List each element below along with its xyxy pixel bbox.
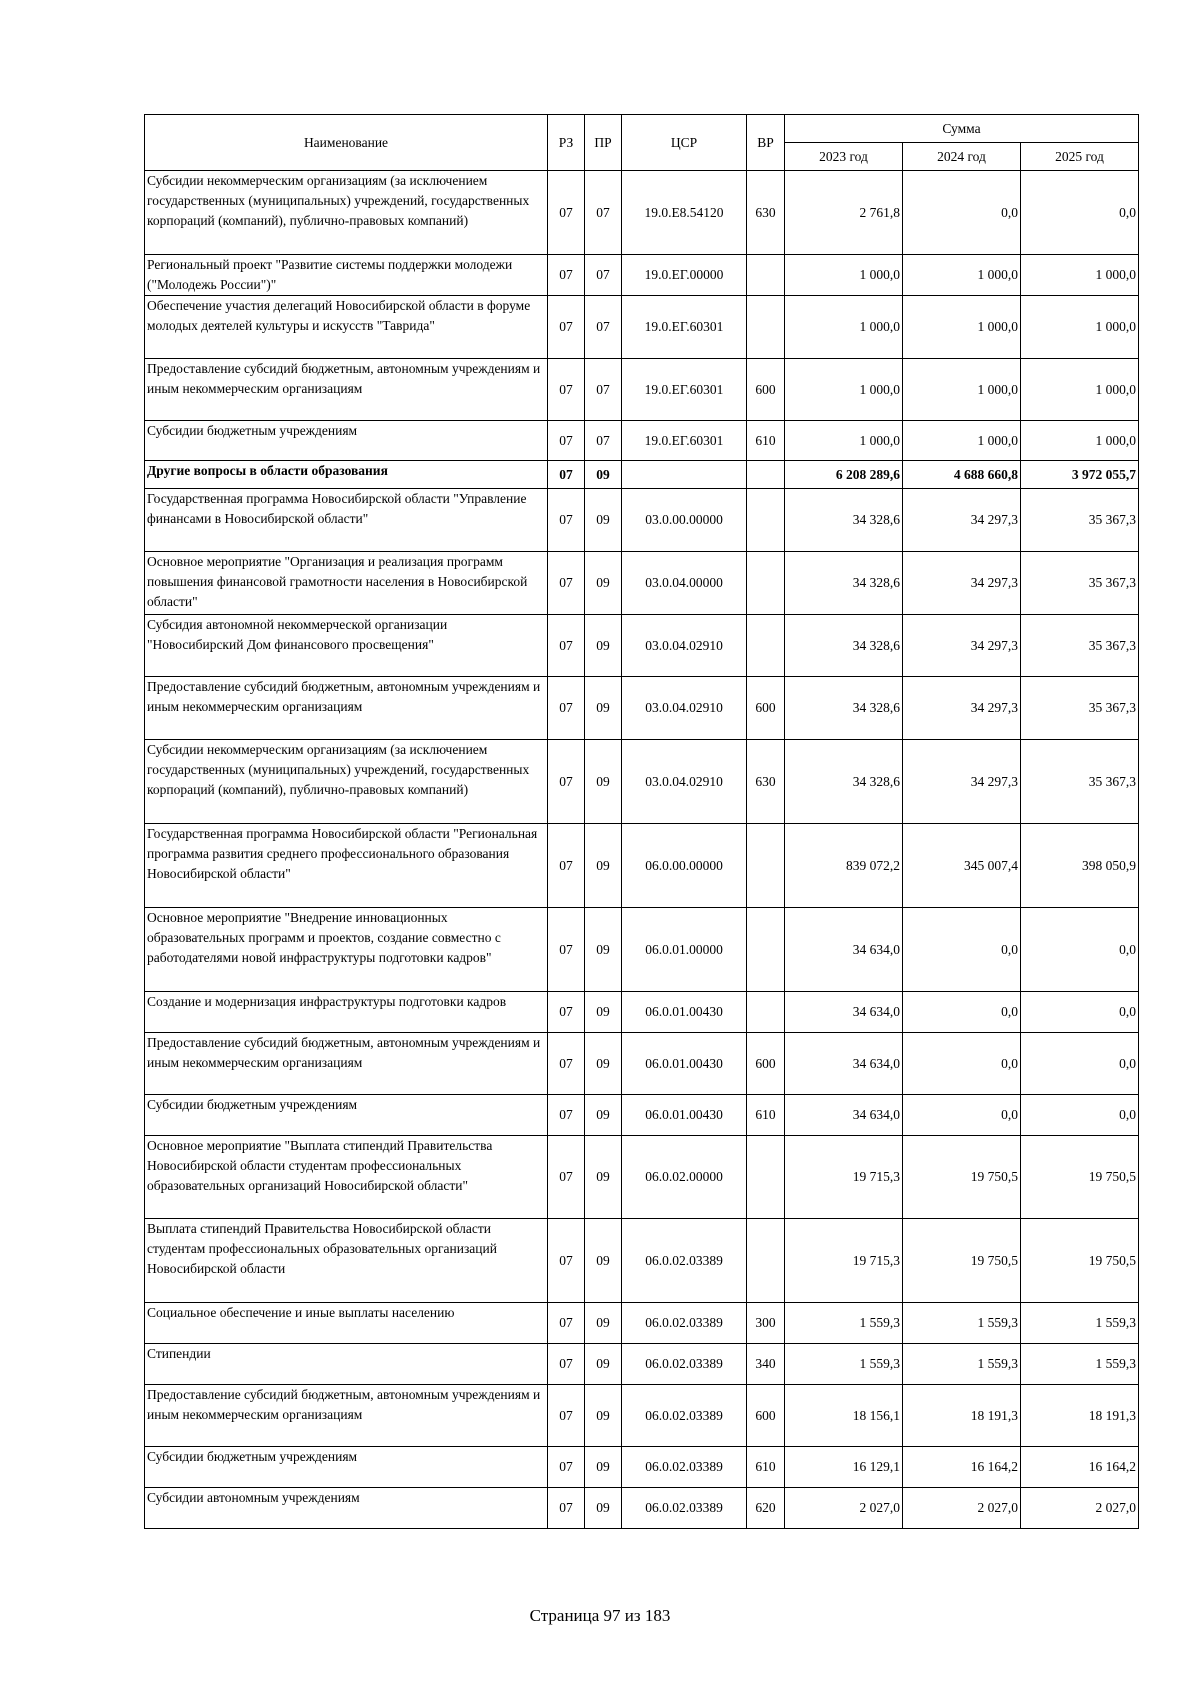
row-rz: 07 [548, 992, 585, 1033]
header-csr: ЦСР [622, 115, 747, 171]
row-amount-2023: 18 156,1 [785, 1385, 903, 1447]
row-vr: 600 [747, 1033, 785, 1095]
row-pr: 09 [585, 1033, 622, 1095]
table-row [145, 461, 1139, 489]
row-amount-2025: 0,0 [1021, 1033, 1139, 1095]
row-amount-2024: 1 000,0 [903, 296, 1021, 359]
table-row [145, 1344, 1139, 1385]
row-amount-2025: 1 000,0 [1021, 421, 1139, 461]
row-rz: 07 [548, 1385, 585, 1447]
row-vr [747, 255, 785, 296]
row-csr: 06.0.02.03389 [622, 1488, 747, 1529]
row-name: Региональный проект "Развитие системы поддержки молодежи ("Молодежь России")" [145, 255, 548, 296]
row-amount-2023: 2 027,0 [785, 1488, 903, 1529]
budget-table [144, 114, 1139, 1529]
row-csr: 19.0.ЕГ.60301 [622, 359, 747, 421]
row-pr: 09 [585, 615, 622, 677]
row-amount-2025: 0,0 [1021, 992, 1139, 1033]
row-name: Субсидии бюджетным учреждениям [145, 1447, 548, 1488]
header-sum: Сумма [785, 115, 1139, 143]
row-amount-2023: 1 559,3 [785, 1303, 903, 1344]
row-vr [747, 992, 785, 1033]
row-vr: 600 [747, 359, 785, 421]
row-rz: 07 [548, 359, 585, 421]
row-amount-2024: 18 191,3 [903, 1385, 1021, 1447]
table-row [145, 1095, 1139, 1136]
row-csr: 03.0.04.02910 [622, 615, 747, 677]
row-amount-2023: 2 761,8 [785, 171, 903, 255]
row-pr: 09 [585, 824, 622, 908]
table-row [145, 992, 1139, 1033]
table-row [145, 1385, 1139, 1447]
row-csr: 06.0.00.00000 [622, 824, 747, 908]
row-pr: 09 [585, 740, 622, 824]
row-name: Субсидии автономным учреждениям [145, 1488, 548, 1529]
header-name: Наименование [145, 115, 548, 171]
row-amount-2024: 34 297,3 [903, 740, 1021, 824]
row-amount-2024: 19 750,5 [903, 1136, 1021, 1219]
row-amount-2025: 19 750,5 [1021, 1219, 1139, 1303]
row-amount-2025: 1 559,3 [1021, 1344, 1139, 1385]
row-name: Предоставление субсидий бюджетным, автономным учреждениям и иным некоммерческим организациям [145, 359, 548, 421]
row-amount-2023: 19 715,3 [785, 1219, 903, 1303]
table-row [145, 171, 1139, 255]
row-csr: 06.0.01.00430 [622, 1033, 747, 1095]
table-row [145, 255, 1139, 296]
row-vr: 300 [747, 1303, 785, 1344]
row-amount-2023: 1 559,3 [785, 1344, 903, 1385]
row-pr: 09 [585, 677, 622, 740]
row-vr [747, 824, 785, 908]
header-pr: ПР [585, 115, 622, 171]
row-vr: 600 [747, 677, 785, 740]
row-amount-2023: 34 328,6 [785, 615, 903, 677]
table-row [145, 296, 1139, 359]
row-rz: 07 [548, 1344, 585, 1385]
page-number: Страница 97 из 183 [529, 1606, 671, 1625]
row-vr [747, 1136, 785, 1219]
row-rz: 07 [548, 1488, 585, 1529]
header-year-2024: 2024 год [903, 143, 1021, 171]
row-name: Субсидия автономной некоммерческой организации "Новосибирский Дом финансового просвещения" [145, 615, 548, 677]
row-vr [747, 296, 785, 359]
row-vr [747, 552, 785, 615]
row-amount-2025: 1 000,0 [1021, 296, 1139, 359]
row-csr: 19.0.ЕГ.60301 [622, 421, 747, 461]
row-amount-2024: 0,0 [903, 992, 1021, 1033]
row-csr: 03.0.00.00000 [622, 489, 747, 552]
row-pr: 09 [585, 1136, 622, 1219]
row-rz: 07 [548, 171, 585, 255]
table-row [145, 824, 1139, 908]
row-rz: 07 [548, 1136, 585, 1219]
row-pr: 09 [585, 1303, 622, 1344]
row-pr: 09 [585, 992, 622, 1033]
row-name: Предоставление субсидий бюджетным, автономным учреждениям и иным некоммерческим организациям [145, 677, 548, 740]
header-year-2025: 2025 год [1021, 143, 1139, 171]
row-name: Государственная программа Новосибирской области "Региональная программа развития среднего профессионального образования Новосибирской области" [145, 824, 548, 908]
row-amount-2024: 19 750,5 [903, 1219, 1021, 1303]
row-vr: 610 [747, 421, 785, 461]
row-rz: 07 [548, 1447, 585, 1488]
row-csr [622, 461, 747, 489]
row-amount-2023: 34 328,6 [785, 489, 903, 552]
row-vr [747, 461, 785, 489]
row-amount-2024: 34 297,3 [903, 677, 1021, 740]
row-rz: 07 [548, 421, 585, 461]
table-row [145, 421, 1139, 461]
table-row [145, 1303, 1139, 1344]
row-name: Создание и модернизация инфраструктуры подготовки кадров [145, 992, 548, 1033]
row-amount-2024: 1 000,0 [903, 255, 1021, 296]
row-amount-2025: 1 000,0 [1021, 359, 1139, 421]
row-vr: 620 [747, 1488, 785, 1529]
row-name: Предоставление субсидий бюджетным, автономным учреждениям и иным некоммерческим организациям [145, 1033, 548, 1095]
row-pr: 09 [585, 552, 622, 615]
table-row [145, 1033, 1139, 1095]
row-amount-2025: 35 367,3 [1021, 740, 1139, 824]
row-amount-2023: 34 634,0 [785, 992, 903, 1033]
row-amount-2023: 34 634,0 [785, 908, 903, 992]
row-name: Обеспечение участия делегаций Новосибирской области в форуме молодых деятелей культуры и искусств "Таврида" [145, 296, 548, 359]
row-pr: 09 [585, 1219, 622, 1303]
row-name: Субсидии некоммерческим организациям (за исключением государственных (муниципальных) учреждений, государственных корпораций (компаний), публично-правовых компаний) [145, 740, 548, 824]
row-csr: 03.0.04.00000 [622, 552, 747, 615]
row-amount-2025: 398 050,9 [1021, 824, 1139, 908]
row-csr: 19.0.ЕГ.60301 [622, 296, 747, 359]
row-rz: 07 [548, 461, 585, 489]
row-amount-2024: 0,0 [903, 1033, 1021, 1095]
row-amount-2023: 34 328,6 [785, 740, 903, 824]
row-amount-2025: 35 367,3 [1021, 615, 1139, 677]
row-name: Основное мероприятие "Выплата стипендий Правительства Новосибирской области студентам профессиональных образовательных организаций Новосибирской области" [145, 1136, 548, 1219]
row-name: Государственная программа Новосибирской области "Управление финансами в Новосибирской области" [145, 489, 548, 552]
row-amount-2024: 16 164,2 [903, 1447, 1021, 1488]
header-year-2023: 2023 год [785, 143, 903, 171]
row-amount-2024: 34 297,3 [903, 615, 1021, 677]
row-rz: 07 [548, 552, 585, 615]
row-amount-2025: 35 367,3 [1021, 677, 1139, 740]
row-vr [747, 1219, 785, 1303]
row-name: Субсидии бюджетным учреждениям [145, 421, 548, 461]
row-pr: 07 [585, 359, 622, 421]
row-amount-2024: 1 000,0 [903, 421, 1021, 461]
row-pr: 09 [585, 1344, 622, 1385]
row-vr [747, 615, 785, 677]
table-row [145, 1219, 1139, 1303]
row-csr: 03.0.04.02910 [622, 677, 747, 740]
row-vr [747, 908, 785, 992]
table-row [145, 552, 1139, 615]
row-amount-2024: 0,0 [903, 171, 1021, 255]
row-name: Другие вопросы в области образования [145, 461, 548, 489]
row-amount-2024: 0,0 [903, 908, 1021, 992]
row-amount-2025: 2 027,0 [1021, 1488, 1139, 1529]
row-amount-2025: 3 972 055,7 [1021, 461, 1139, 489]
row-name: Субсидии бюджетным учреждениям [145, 1095, 548, 1136]
row-vr: 610 [747, 1447, 785, 1488]
row-rz: 07 [548, 489, 585, 552]
row-amount-2023: 34 634,0 [785, 1033, 903, 1095]
table-row [145, 1488, 1139, 1529]
row-amount-2024: 345 007,4 [903, 824, 1021, 908]
row-name: Стипендии [145, 1344, 548, 1385]
row-amount-2024: 1 559,3 [903, 1344, 1021, 1385]
row-amount-2024: 1 559,3 [903, 1303, 1021, 1344]
table-row [145, 740, 1139, 824]
row-pr: 09 [585, 1488, 622, 1529]
header-rz: РЗ [548, 115, 585, 171]
row-amount-2023: 839 072,2 [785, 824, 903, 908]
row-amount-2023: 34 328,6 [785, 677, 903, 740]
row-pr: 09 [585, 1447, 622, 1488]
row-amount-2025: 0,0 [1021, 908, 1139, 992]
row-vr: 600 [747, 1385, 785, 1447]
row-pr: 09 [585, 489, 622, 552]
row-rz: 07 [548, 824, 585, 908]
row-amount-2023: 16 129,1 [785, 1447, 903, 1488]
table-row [145, 677, 1139, 740]
row-vr: 610 [747, 1095, 785, 1136]
row-pr: 09 [585, 1385, 622, 1447]
row-amount-2023: 6 208 289,6 [785, 461, 903, 489]
row-amount-2024: 4 688 660,8 [903, 461, 1021, 489]
row-csr: 06.0.02.03389 [622, 1303, 747, 1344]
row-amount-2025: 35 367,3 [1021, 552, 1139, 615]
row-pr: 07 [585, 421, 622, 461]
row-rz: 07 [548, 1095, 585, 1136]
row-csr: 03.0.04.02910 [622, 740, 747, 824]
row-amount-2024: 1 000,0 [903, 359, 1021, 421]
table-row [145, 489, 1139, 552]
row-vr: 630 [747, 171, 785, 255]
row-amount-2025: 16 164,2 [1021, 1447, 1139, 1488]
row-csr: 19.0.E8.54120 [622, 171, 747, 255]
row-name: Основное мероприятие "Внедрение инновационных образовательных программ и проектов, создание совместно с работодателями новой инфраструктуры подготовки кадров" [145, 908, 548, 992]
row-csr: 06.0.02.03389 [622, 1219, 747, 1303]
header-vr: ВР [747, 115, 785, 171]
row-rz: 07 [548, 1219, 585, 1303]
row-rz: 07 [548, 1033, 585, 1095]
row-amount-2024: 2 027,0 [903, 1488, 1021, 1529]
row-pr: 09 [585, 908, 622, 992]
row-amount-2025: 18 191,3 [1021, 1385, 1139, 1447]
row-pr: 07 [585, 255, 622, 296]
row-amount-2023: 1 000,0 [785, 296, 903, 359]
row-name: Основное мероприятие "Организация и реализация программ повышения финансовой грамотности населения в Новосибирской области" [145, 552, 548, 615]
row-vr [747, 489, 785, 552]
table-row [145, 615, 1139, 677]
row-csr: 06.0.01.00000 [622, 908, 747, 992]
row-amount-2023: 19 715,3 [785, 1136, 903, 1219]
row-vr: 630 [747, 740, 785, 824]
row-amount-2025: 0,0 [1021, 1095, 1139, 1136]
table-row [145, 1136, 1139, 1219]
row-csr: 06.0.02.03389 [622, 1385, 747, 1447]
row-csr: 06.0.02.03389 [622, 1447, 747, 1488]
row-amount-2023: 34 634,0 [785, 1095, 903, 1136]
row-csr: 06.0.01.00430 [622, 1095, 747, 1136]
row-rz: 07 [548, 296, 585, 359]
row-amount-2025: 0,0 [1021, 171, 1139, 255]
row-name: Предоставление субсидий бюджетным, автономным учреждениям и иным некоммерческим организациям [145, 1385, 548, 1447]
row-amount-2023: 34 328,6 [785, 552, 903, 615]
row-amount-2024: 34 297,3 [903, 489, 1021, 552]
row-amount-2025: 19 750,5 [1021, 1136, 1139, 1219]
row-csr: 06.0.02.03389 [622, 1344, 747, 1385]
table-row [145, 908, 1139, 992]
row-csr: 06.0.01.00430 [622, 992, 747, 1033]
row-rz: 07 [548, 677, 585, 740]
row-amount-2023: 1 000,0 [785, 359, 903, 421]
row-csr: 06.0.02.00000 [622, 1136, 747, 1219]
row-amount-2024: 34 297,3 [903, 552, 1021, 615]
row-pr: 09 [585, 1095, 622, 1136]
table-body [145, 171, 1139, 1529]
row-name: Социальное обеспечение и иные выплаты населению [145, 1303, 548, 1344]
row-vr: 340 [747, 1344, 785, 1385]
row-amount-2025: 1 000,0 [1021, 255, 1139, 296]
row-name: Выплата стипендий Правительства Новосибирской области студентам профессиональных образовательных организаций Новосибирской области [145, 1219, 548, 1303]
row-rz: 07 [548, 908, 585, 992]
table-row [145, 1447, 1139, 1488]
row-amount-2024: 0,0 [903, 1095, 1021, 1136]
row-rz: 07 [548, 740, 585, 824]
row-rz: 07 [548, 1303, 585, 1344]
row-rz: 07 [548, 255, 585, 296]
row-amount-2025: 1 559,3 [1021, 1303, 1139, 1344]
row-amount-2023: 1 000,0 [785, 421, 903, 461]
row-name: Субсидии некоммерческим организациям (за исключением государственных (муниципальных) учреждений, государственных корпораций (компаний), публично-правовых компаний) [145, 171, 548, 255]
row-amount-2025: 35 367,3 [1021, 489, 1139, 552]
row-pr: 07 [585, 296, 622, 359]
row-pr: 07 [585, 171, 622, 255]
row-csr: 19.0.ЕГ.00000 [622, 255, 747, 296]
table-row [145, 359, 1139, 421]
row-rz: 07 [548, 615, 585, 677]
row-amount-2023: 1 000,0 [785, 255, 903, 296]
row-pr: 09 [585, 461, 622, 489]
